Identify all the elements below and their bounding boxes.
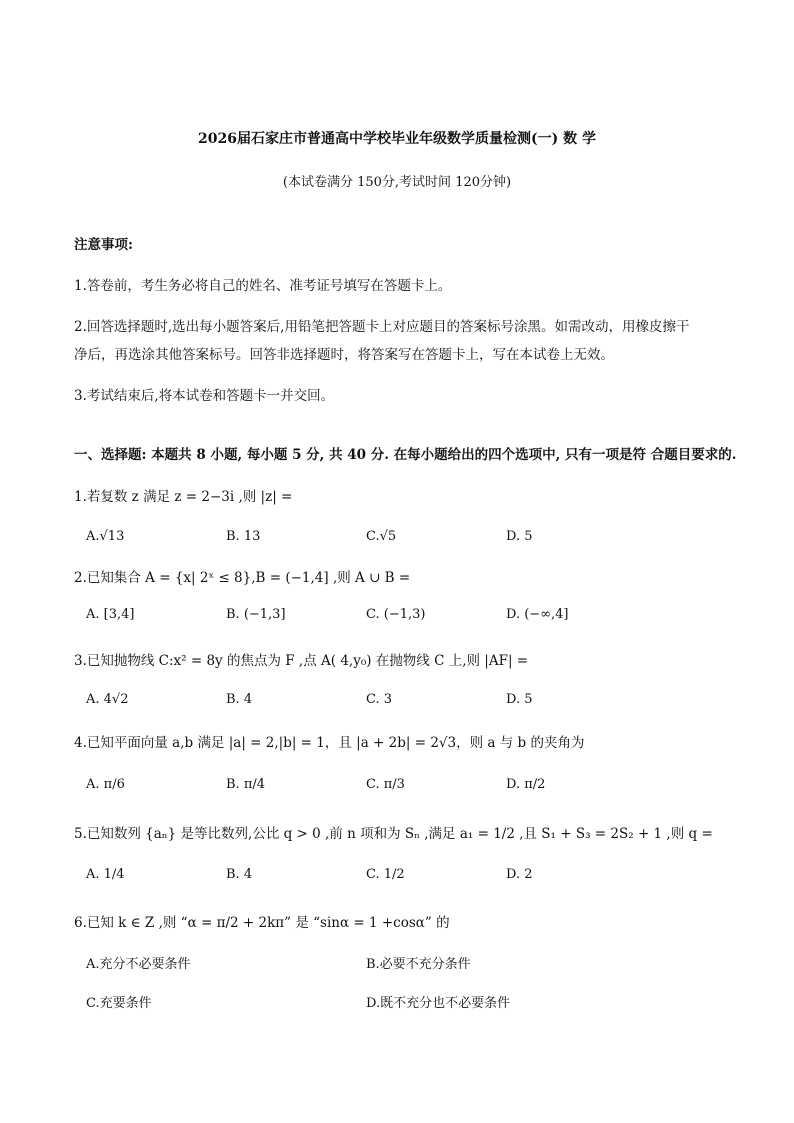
question-1-option-d: D. 5 — [506, 529, 533, 544]
question-5-option-b: B. 4 — [226, 867, 253, 882]
notice-item-3: 3.考试结束后,将本试卷和答题卡一并交回。 — [74, 388, 335, 404]
question-5-option-c: C. 1/2 — [366, 867, 405, 882]
question-4-stem: 4.已知平面向量 a,b 满足 |a| = 2,|b| = 1，且 |a + 2b| = 2√3，则 a 与 b 的夹角为 — [74, 735, 585, 751]
page-title: 2026届石家庄市普通高中学校毕业年级数学质量检测(一) 数 学 — [198, 131, 596, 147]
question-6-option-d: D.既不充分也不必要条件 — [366, 996, 511, 1011]
question-2-option-d: D. (−∞,4] — [506, 607, 569, 622]
exam-subtitle: (本试卷满分 150分,考试时间 120分钟) — [282, 175, 512, 190]
question-2-option-a: A. [3,4] — [86, 607, 135, 622]
question-5-option-a: A. 1/4 — [86, 867, 125, 882]
section-heading: 一、选择题: 本题共 8 小题, 每小题 5 分, 共 40 分. 在每小题给出的四个选项中, 只有一项是符 合题目要求的. — [74, 447, 737, 463]
question-6-option-a: A.充分不必要条件 — [86, 957, 191, 972]
question-1-option-a: A.√13 — [86, 529, 125, 544]
question-6-option-b: B.必要不充分条件 — [366, 957, 471, 972]
notice-item-1: 1.答卷前，考生务必将自己的姓名、准考证号填写在答题卡上。 — [74, 278, 452, 294]
question-2-stem: 2.已知集合 A = {x| 2ˣ ≤ 8},B = (−1,4] ,则 A ∪ B = — [74, 570, 411, 586]
question-4-option-a: A. π/6 — [86, 777, 125, 792]
question-3-option-c: C. 3 — [366, 692, 393, 707]
question-4-option-d: D. π/2 — [506, 777, 546, 792]
question-2-option-b: B. (−1,3] — [226, 607, 286, 622]
question-4-option-c: C. π/3 — [366, 777, 405, 792]
question-3-option-b: B. 4 — [226, 692, 253, 707]
question-1-option-b: B. 13 — [226, 529, 261, 544]
question-1-stem: 1.若复数 z 满足 z = 2−3i ,则 |z| = — [74, 489, 293, 505]
notice-item-2-line-1: 2.回答选择题时,选出每小题答案后,用铅笔把答题卡上对应题目的答案标号涂黑。如需改动，用橡皮擦干 — [74, 319, 690, 335]
question-5-stem: 5.已知数列 {aₙ} 是等比数列,公比 q > 0 ,前 n 项和为 Sₙ ,满足 a₁ = 1/2 ,且 S₁ + S₃ = 2S₂ + 1 ,则 q = — [74, 826, 713, 842]
question-3-stem: 3.已知抛物线 C:x² = 8y 的焦点为 F ,点 A( 4,y₀) 在抛物线 C 上,则 |AF| = — [74, 653, 529, 669]
question-2-option-c: C. (−1,3) — [366, 607, 426, 622]
question-3-option-a: A. 4√2 — [86, 692, 129, 707]
notice-heading: 注意事项: — [74, 237, 133, 253]
question-6-option-c: C.充要条件 — [86, 996, 152, 1011]
question-3-option-d: D. 5 — [506, 692, 533, 707]
question-1-option-c: C.√5 — [366, 529, 397, 544]
notice-item-2-line-2: 净后，再选涂其他答案标号。回答非选择题时，将答案写在答题卡上，写在本试卷上无效。 — [74, 347, 614, 363]
question-5-option-d: D. 2 — [506, 867, 533, 882]
question-6-stem: 6.已知 k ∈ Z ,则 “α = π/2 + 2kπ” 是 “sinα = 1 +cosα” 的 — [74, 915, 450, 931]
question-4-option-b: B. π/4 — [226, 777, 266, 792]
